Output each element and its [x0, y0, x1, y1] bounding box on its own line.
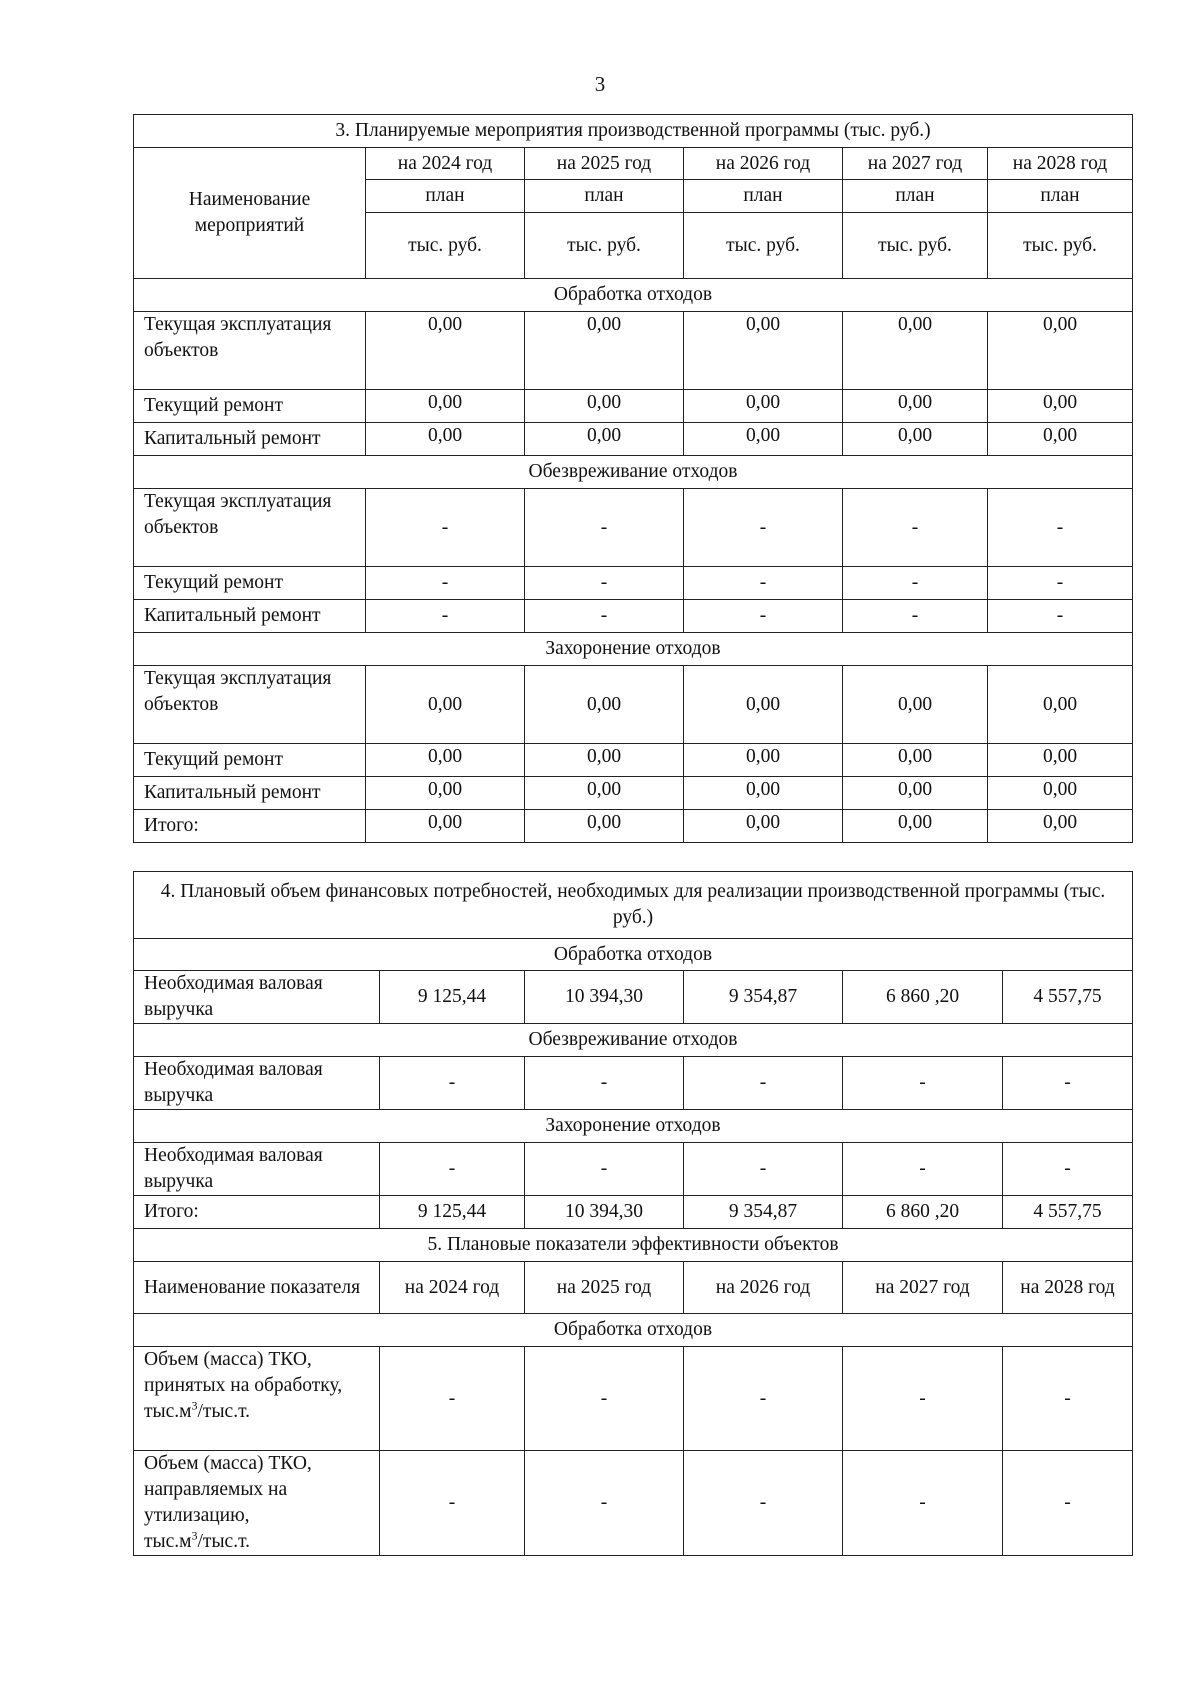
- cell-value: -: [366, 489, 525, 567]
- cell-value: 6 860 ,20: [843, 1196, 1003, 1229]
- cell-value: -: [684, 1057, 843, 1110]
- cell-value: 0,00: [843, 666, 988, 744]
- cell-value: -: [684, 600, 843, 633]
- cell-value: -: [1003, 1451, 1133, 1556]
- cell-value: -: [1003, 1347, 1133, 1451]
- table4-section-title: Захоронение отходов: [134, 1110, 1133, 1143]
- row-name: Необходимая валовая выручка: [134, 971, 380, 1024]
- unit-prefix: тыс.м: [144, 1531, 192, 1552]
- total-row: [134, 1196, 1133, 1229]
- cell-value: 6 860 ,20: [843, 971, 1003, 1024]
- row-name: Капитальный ремонт: [134, 423, 366, 456]
- cell-value: 10 394,30: [525, 1196, 684, 1229]
- table3-name-header: Наименование мероприятий: [134, 148, 366, 279]
- cell-value: -: [843, 1143, 1003, 1196]
- unit-sup: 3: [191, 1528, 198, 1543]
- row-name: Капитальный ремонт: [134, 600, 366, 633]
- cell-value: 9 125,44: [380, 971, 525, 1024]
- cell-value: 0,00: [366, 777, 525, 810]
- cell-value: 0,00: [988, 810, 1133, 843]
- cell-value: -: [843, 567, 988, 600]
- row-name: Текущая эксплуатация объектов: [134, 489, 366, 567]
- row-name: Текущая эксплуатация объектов: [134, 666, 366, 744]
- cell-value: 0,00: [684, 810, 843, 843]
- cell-value: 0,00: [684, 777, 843, 810]
- cell-value: 0,00: [843, 390, 988, 423]
- unit-prefix: тыс.м: [144, 1401, 192, 1422]
- row-unit: [144, 1399, 379, 1425]
- total-label: Итого:: [134, 1196, 380, 1229]
- planned-measures-table: [133, 114, 1133, 843]
- table4-title: 4. Плановый объем финансовых потребностей, необходимых для реализации производственной программы (тыс. руб.): [134, 872, 1133, 939]
- cell-value: -: [525, 600, 684, 633]
- row-name: [134, 1347, 380, 1451]
- cell-value: -: [366, 600, 525, 633]
- table3-year-header: на 2027 год: [843, 148, 988, 180]
- cell-value: 0,00: [988, 777, 1133, 810]
- cell-value: -: [525, 1143, 684, 1196]
- cell-value: 0,00: [843, 744, 988, 777]
- row-name: Текущий ремонт: [134, 390, 366, 423]
- cell-value: 0,00: [525, 810, 684, 843]
- total-label: Итого:: [134, 810, 366, 843]
- cell-value: -: [1003, 1057, 1133, 1110]
- cell-value: -: [843, 1451, 1003, 1556]
- table3-plan-header: план: [988, 180, 1133, 213]
- table4-section-title: Обработка отходов: [134, 939, 1133, 971]
- table3-section-title: Обработка отходов: [134, 279, 1133, 312]
- table-row: [134, 666, 1133, 744]
- cell-value: -: [380, 1347, 525, 1451]
- table5-section-title: Обработка отходов: [134, 1314, 1133, 1347]
- cell-value: 0,00: [366, 666, 525, 744]
- table-row: [134, 777, 1133, 810]
- table3-plan-header: план: [684, 180, 843, 213]
- financial-needs-table: [133, 871, 1133, 1556]
- cell-value: -: [843, 600, 988, 633]
- table3-plan-header: план: [525, 180, 684, 213]
- table-row: [134, 1057, 1133, 1110]
- table5-year-header: на 2028 год: [1003, 1262, 1133, 1314]
- cell-value: 0,00: [684, 312, 843, 390]
- table-row: [134, 600, 1133, 633]
- cell-value: 0,00: [684, 744, 843, 777]
- cell-value: -: [988, 600, 1133, 633]
- cell-value: -: [380, 1143, 525, 1196]
- cell-value: 0,00: [843, 423, 988, 456]
- table5-name-header: Наименование показателя: [134, 1262, 380, 1314]
- cell-value: 4 557,75: [1003, 971, 1133, 1024]
- cell-value: -: [525, 1057, 684, 1110]
- cell-value: 9 354,87: [684, 1196, 843, 1229]
- table-row: [134, 423, 1133, 456]
- cell-value: -: [1003, 1143, 1133, 1196]
- cell-value: 0,00: [988, 744, 1133, 777]
- table4-section-title: Обезвреживание отходов: [134, 1024, 1133, 1057]
- table3-year-header: на 2028 год: [988, 148, 1133, 180]
- table-row: [134, 1143, 1133, 1196]
- row-name: Капитальный ремонт: [134, 777, 366, 810]
- cell-value: 0,00: [525, 390, 684, 423]
- table3-year-header: на 2024 год: [366, 148, 525, 180]
- cell-value: -: [988, 489, 1133, 567]
- table-row: [134, 1451, 1133, 1556]
- table-row: [134, 390, 1133, 423]
- cell-value: 0,00: [366, 312, 525, 390]
- table3-plan-header: план: [843, 180, 988, 213]
- table3-title: 3. Планируемые мероприятия производственной программы (тыс. руб.): [134, 115, 1133, 148]
- table3-unit-header: тыс. руб.: [684, 213, 843, 279]
- cell-value: -: [843, 1057, 1003, 1110]
- cell-value: -: [525, 1347, 684, 1451]
- cell-value: 0,00: [366, 744, 525, 777]
- cell-value: 0,00: [525, 312, 684, 390]
- cell-value: 0,00: [988, 423, 1133, 456]
- table3-unit-header: тыс. руб.: [525, 213, 684, 279]
- row-name: Текущий ремонт: [134, 744, 366, 777]
- cell-value: -: [366, 567, 525, 600]
- table3-section-title: Захоронение отходов: [134, 633, 1133, 666]
- cell-value: 0,00: [843, 777, 988, 810]
- row-name-text: Объем (масса) ТКО, принятых на обработку,: [144, 1349, 343, 1396]
- cell-value: -: [525, 1451, 684, 1556]
- row-name: [134, 1451, 380, 1556]
- cell-value: -: [684, 1347, 843, 1451]
- cell-value: 10 394,30: [525, 971, 684, 1024]
- table3-year-header: на 2026 год: [684, 148, 843, 180]
- cell-value: 0,00: [988, 666, 1133, 744]
- cell-value: 0,00: [843, 810, 988, 843]
- cell-value: 0,00: [988, 390, 1133, 423]
- cell-value: 0,00: [684, 390, 843, 423]
- cell-value: -: [684, 489, 843, 567]
- table5-year-header: на 2026 год: [684, 1262, 843, 1314]
- cell-value: -: [843, 489, 988, 567]
- row-name: Текущая эксплуатация объектов: [134, 312, 366, 390]
- cell-value: -: [684, 1451, 843, 1556]
- row-name: Необходимая валовая выручка: [134, 1143, 380, 1196]
- table5-year-header: на 2027 год: [843, 1262, 1003, 1314]
- table3-plan-header: план: [366, 180, 525, 213]
- table5-year-header: на 2025 год: [525, 1262, 684, 1314]
- cell-value: -: [525, 567, 684, 600]
- cell-value: 0,00: [366, 810, 525, 843]
- table5-title: 5. Плановые показатели эффективности объектов: [134, 1229, 1133, 1262]
- table5-year-header: на 2024 год: [380, 1262, 525, 1314]
- table3-section-title: Обезвреживание отходов: [134, 456, 1133, 489]
- cell-value: -: [684, 567, 843, 600]
- row-name: Необходимая валовая выручка: [134, 1057, 380, 1110]
- table3-year-header: на 2025 год: [525, 148, 684, 180]
- cell-value: 0,00: [525, 423, 684, 456]
- cell-value: 0,00: [366, 390, 525, 423]
- cell-value: 0,00: [366, 423, 525, 456]
- table3-unit-header: тыс. руб.: [366, 213, 525, 279]
- cell-value: -: [525, 489, 684, 567]
- total-row: [134, 810, 1133, 843]
- page-number: 3: [594, 72, 606, 96]
- cell-value: 0,00: [843, 312, 988, 390]
- row-name: Текущий ремонт: [134, 567, 366, 600]
- cell-value: 0,00: [988, 312, 1133, 390]
- cell-value: 9 125,44: [380, 1196, 525, 1229]
- cell-value: 0,00: [525, 666, 684, 744]
- cell-value: -: [380, 1451, 525, 1556]
- unit-sup: 3: [191, 1398, 198, 1413]
- row-unit: [144, 1529, 379, 1555]
- table-row: [134, 1347, 1133, 1451]
- cell-value: -: [988, 567, 1133, 600]
- table3-unit-header: тыс. руб.: [843, 213, 988, 279]
- table-row: [134, 744, 1133, 777]
- unit-suffix: /тыс.т.: [197, 1401, 251, 1422]
- cell-value: 0,00: [684, 423, 843, 456]
- row-name-text: Объем (масса) ТКО, направляемых на утилизацию,: [144, 1453, 312, 1526]
- table-row: [134, 971, 1133, 1024]
- cell-value: 4 557,75: [1003, 1196, 1133, 1229]
- unit-suffix: /тыс.т.: [197, 1531, 251, 1552]
- cell-value: 0,00: [525, 777, 684, 810]
- cell-value: 0,00: [525, 744, 684, 777]
- cell-value: -: [843, 1347, 1003, 1451]
- table-row: [134, 567, 1133, 600]
- table3-unit-header: тыс. руб.: [988, 213, 1133, 279]
- table-row: [134, 489, 1133, 567]
- table-row: [134, 312, 1133, 390]
- cell-value: 9 354,87: [684, 971, 843, 1024]
- cell-value: -: [684, 1143, 843, 1196]
- cell-value: -: [380, 1057, 525, 1110]
- cell-value: 0,00: [684, 666, 843, 744]
